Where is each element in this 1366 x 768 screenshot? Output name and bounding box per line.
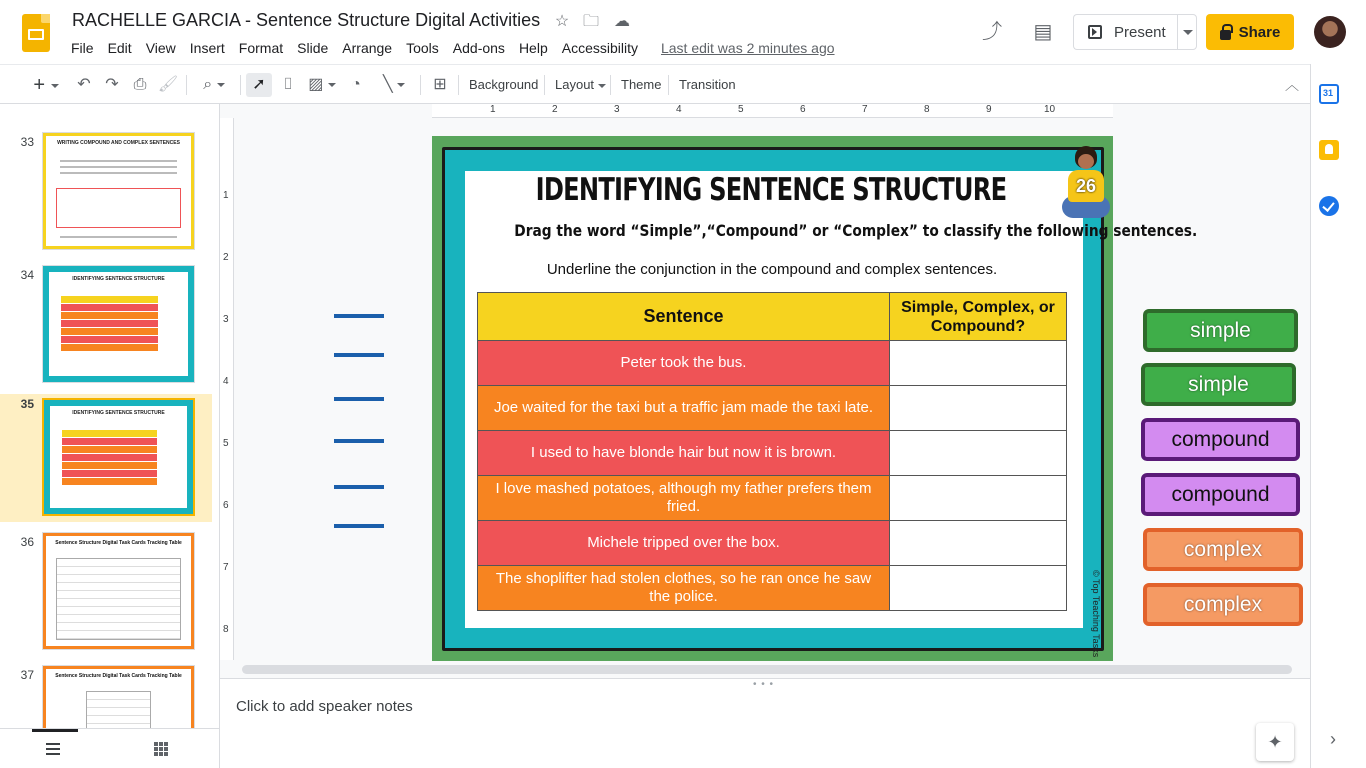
thumbnail-title: IDENTIFYING SENTENCE STRUCTURE: [72, 410, 165, 416]
line-tool-button[interactable]: ╲: [372, 73, 416, 97]
redo-icon[interactable]: ↷: [105, 76, 119, 93]
sentence-cell: The shoplifter had stolen clothes, so he ran once he saw the police.: [478, 566, 890, 611]
table-row: [478, 476, 1067, 521]
sentence-cell: Michele tripped over the box.: [478, 521, 890, 566]
slide-number: 33: [20, 135, 34, 149]
filmstrip-view-switcher: [0, 728, 220, 768]
horizontal-scrollbar[interactable]: [242, 665, 1292, 674]
horizontal-ruler: 1 2 3 4 5 6 7 8 9 10: [432, 104, 1113, 118]
underline-shape[interactable]: [334, 524, 384, 528]
layout-label: Layout: [555, 77, 595, 92]
thumbnail-title: Sentence Structure Digital Task Cards Tracking Table: [55, 540, 182, 546]
menu-view[interactable]: View: [145, 40, 176, 56]
slide-title[interactable]: IDENTIFYING SENTENCE STRUCTURE: [535, 172, 1007, 208]
draggable-word-compound[interactable]: compound: [1141, 418, 1300, 461]
header: [0, 0, 1366, 64]
underline-shape[interactable]: [334, 314, 384, 318]
present-options-dropdown[interactable]: [1177, 14, 1197, 50]
menu-slide[interactable]: Slide: [297, 40, 329, 56]
activity-dashboard-icon[interactable]: ⤴: [982, 21, 1002, 43]
slide-thumbnail[interactable]: [0, 104, 212, 119]
underline-shape[interactable]: [334, 353, 384, 357]
answer-cell[interactable]: [890, 341, 1067, 386]
paint-format-icon[interactable]: 🖌: [157, 76, 179, 93]
draggable-word-complex[interactable]: complex: [1143, 528, 1303, 571]
transition-button[interactable]: Transition: [679, 77, 736, 92]
notes-resize-handle[interactable]: • • •: [753, 679, 775, 690]
slide-thumbnail[interactable]: [0, 265, 212, 398]
table-row: [478, 566, 1067, 611]
comment-history-icon[interactable]: ▤: [1033, 21, 1053, 43]
underline-shape[interactable]: [334, 485, 384, 489]
share-label: Share: [1238, 23, 1281, 41]
thumbnail-title: WRITING COMPOUND AND COMPLEX SENTENCES: [57, 140, 180, 146]
theme-button[interactable]: Theme: [621, 77, 662, 92]
text-box-icon[interactable]: ⌷: [283, 76, 293, 93]
move-folder-icon[interactable]: 🗀: [582, 13, 599, 30]
table-header-row: [478, 293, 1067, 341]
thumbnail-title: IDENTIFYING SENTENCE STRUCTURE: [72, 276, 165, 282]
insert-image-button[interactable]: ▨: [304, 73, 340, 97]
table-header: Simple, Complex, or Compound?: [890, 293, 1067, 341]
answer-cell[interactable]: [890, 476, 1067, 521]
menu-help[interactable]: Help: [518, 40, 548, 56]
slide-thumbnail[interactable]: [0, 665, 212, 728]
thumbnail-title: Sentence Structure Digital Task Cards Tracking Table: [55, 673, 182, 679]
shape-icon[interactable]: ◔: [351, 76, 361, 93]
menu-edit[interactable]: Edit: [107, 40, 132, 56]
table-header: Sentence: [478, 293, 890, 341]
select-tool[interactable]: ➚: [246, 73, 272, 97]
slide-instruction[interactable]: Drag the word “Simple”,“Compound” or “Complex” to classify the following sentences.: [514, 221, 1198, 240]
answer-cell[interactable]: [890, 566, 1067, 611]
print-icon[interactable]: ⎙: [133, 76, 147, 93]
underline-shape[interactable]: [334, 397, 384, 401]
copyright-text: © Top Teaching Tasks: [1091, 570, 1101, 658]
menu-addons[interactable]: Add-ons: [452, 40, 505, 56]
underline-shape[interactable]: [334, 439, 384, 443]
present-button[interactable]: [1073, 14, 1177, 50]
table-row: [478, 521, 1067, 566]
slide-number-label: 26: [1075, 176, 1097, 196]
toolbar: [0, 64, 1310, 104]
table-row: [478, 386, 1067, 431]
list-view-icon[interactable]: [46, 743, 60, 755]
sentence-cell: Peter took the bus.: [478, 341, 890, 386]
menu-insert[interactable]: Insert: [189, 40, 225, 56]
background-button[interactable]: Background: [469, 77, 539, 92]
slide-number: 34: [20, 268, 34, 282]
lock-icon: [1220, 30, 1231, 40]
menu-format[interactable]: Format: [238, 40, 284, 56]
draggable-word-simple[interactable]: simple: [1143, 309, 1298, 352]
slide-thumbnail[interactable]: [0, 132, 212, 265]
filmstrip: [0, 104, 220, 728]
slide-number: 35: [20, 397, 34, 411]
slides-logo-icon[interactable]: [22, 14, 50, 52]
draggable-word-simple[interactable]: simple: [1141, 363, 1296, 406]
collapse-toolbar-icon[interactable]: ︿: [1285, 77, 1299, 93]
tasks-icon[interactable]: [1319, 196, 1339, 216]
add-comment-icon[interactable]: ⊞: [433, 76, 447, 93]
sentence-cell: Joe waited for the taxi but a traffic jam made the taxi late.: [478, 386, 890, 431]
slide-subinstruction[interactable]: Underline the conjunction in the compound and complex sentences.: [546, 261, 998, 278]
answer-cell[interactable]: [890, 521, 1067, 566]
cloud-status-icon[interactable]: ☁: [614, 13, 630, 30]
menu-arrange[interactable]: Arrange: [342, 40, 393, 56]
draggable-word-complex[interactable]: complex: [1143, 583, 1303, 626]
keep-icon[interactable]: [1319, 140, 1339, 160]
slide-thumbnail[interactable]: [0, 532, 212, 665]
account-avatar[interactable]: [1314, 16, 1346, 48]
grid-view-icon[interactable]: [154, 742, 168, 756]
slide-thumbnail-selected[interactable]: [0, 394, 212, 522]
star-icon[interactable]: ☆: [554, 13, 570, 30]
menu-accessibility[interactable]: Accessibility: [561, 40, 638, 56]
answer-cell[interactable]: [890, 431, 1067, 476]
explore-icon[interactable]: ✦: [1256, 723, 1294, 761]
slide-number: 36: [20, 535, 34, 549]
zoom-button[interactable]: ⌕: [194, 73, 234, 97]
sentence-cell: I love mashed potatoes, although my father prefers them fried.: [478, 476, 890, 521]
speaker-notes-input[interactable]: Click to add speaker notes: [236, 698, 413, 715]
table-row: [478, 341, 1067, 386]
side-panel: [1310, 64, 1366, 768]
slide-number-badge: [1062, 142, 1110, 222]
present-label: Present: [1114, 23, 1166, 41]
new-slide-button[interactable]: +: [26, 73, 66, 97]
menu-bar: [64, 38, 835, 58]
draggable-word-compound[interactable]: compound: [1141, 473, 1300, 516]
calendar-icon[interactable]: [1319, 84, 1339, 104]
undo-icon[interactable]: ↶: [77, 76, 91, 93]
sentence-table[interactable]: [477, 292, 1067, 611]
speaker-notes-panel[interactable]: [220, 678, 1310, 768]
menu-tools[interactable]: Tools: [406, 40, 439, 56]
answer-cell[interactable]: [890, 386, 1067, 431]
layout-button[interactable]: [555, 73, 606, 97]
slide-number: 37: [20, 668, 34, 682]
share-button[interactable]: [1206, 14, 1294, 50]
menu-file[interactable]: File: [71, 40, 94, 56]
vertical-ruler: 1 2 3 4 5 6 7 8: [220, 118, 234, 660]
last-edit-link[interactable]: Last edit was 2 minutes ago: [660, 40, 835, 56]
document-title[interactable]: RACHELLE GARCIA - Sentence Structure Digital Activities: [72, 10, 541, 30]
sentence-cell: I used to have blonde hair but now it is brown.: [478, 431, 890, 476]
chevron-right-icon[interactable]: ›: [1330, 729, 1336, 749]
table-row: [478, 431, 1067, 476]
present-icon: [1088, 25, 1102, 39]
